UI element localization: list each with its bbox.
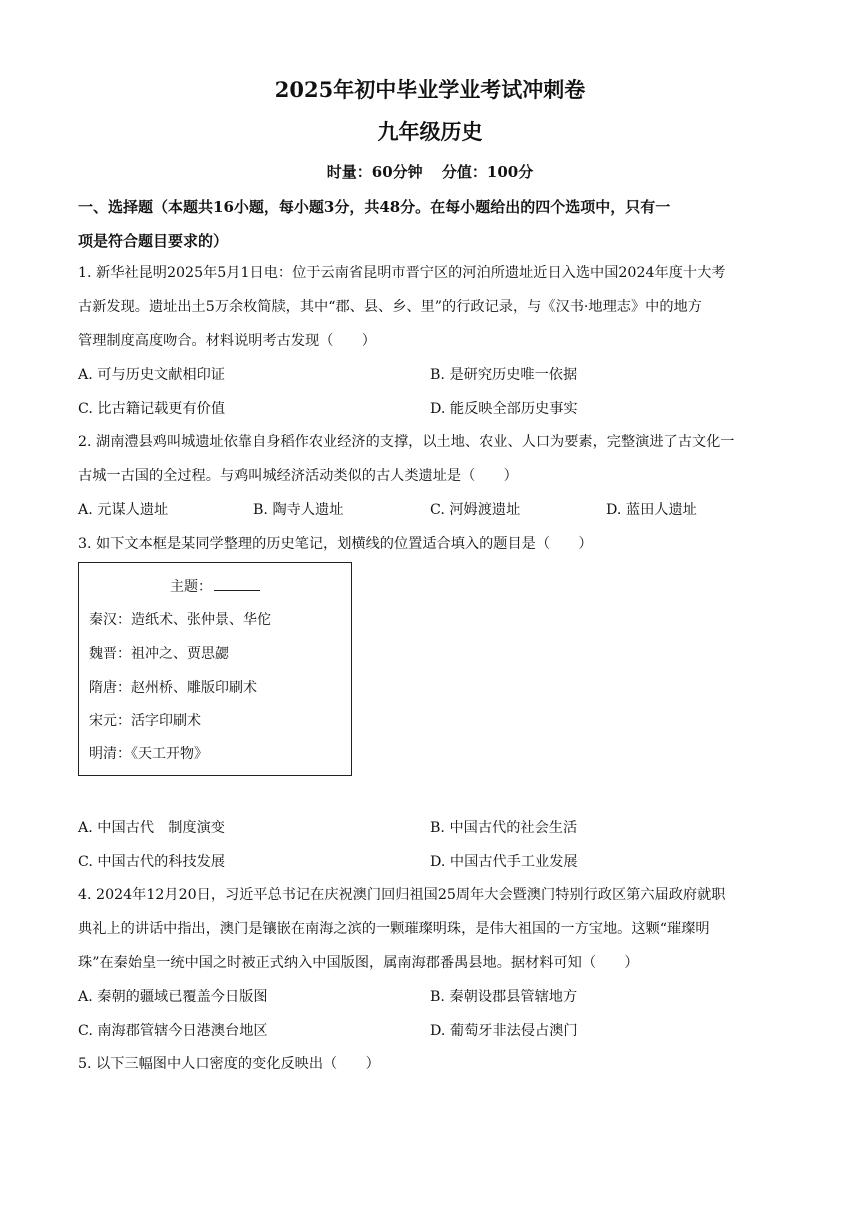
exam-title: 2025年初中毕业学业考试冲刺卷 (274, 77, 586, 102)
q4-option-d: D. 葡萄牙非法侵占澳门 (430, 1023, 578, 1039)
q3-option-a: A. 中国古代 制度演变 (78, 820, 225, 836)
q4-option-c: C. 南海郡管辖今日港澳台地区 (78, 1023, 268, 1039)
q4-option-a: A. 秦朝的疆域已覆盖今日版图 (78, 989, 268, 1005)
q3-option-c: C. 中国古代的科技发展 (78, 854, 226, 870)
notes-row-suitang: 隋唐：赵州桥、雕版印刷术 (89, 680, 257, 696)
q1-option-b: B. 是研究历史唯一依据 (430, 367, 578, 383)
q1-stem-line1: 1. 新华社昆明2025年5月1日电：位于云南省昆明市晋宁区的河泊所遗址近日入选中国2024年度十大考 (78, 265, 726, 281)
q2-option-d: D. 蓝田人遗址 (606, 502, 697, 518)
q1-stem-line2: 古新发现。遗址出土5万余枚简牍，其中“郡、县、乡、里”的行政记录，与《汉书·地理志》中的地方 (78, 299, 702, 315)
q3-stem-line1: 3. 如下文本框是某同学整理的历史笔记，划横线的位置适合填入的题目是（ ） (78, 536, 593, 552)
section-heading-line1: 一、选择题（本题共16小题，每小题3分，共48分。在每小题给出的四个选项中，只有一 (78, 198, 671, 216)
topic-blank-underline (214, 576, 260, 591)
q5-stem-line1: 5. 以下三幅图中人口密度的变化反映出（ ） (78, 1056, 380, 1072)
q2-option-a: A. 元谋人遗址 (78, 502, 169, 518)
q4-stem-line1: 4. 2024年12月20日，习近平总书记在庆祝澳门回归祖国25周年大会暨澳门特别行政区第六届政府就职 (78, 887, 726, 903)
notes-row-mingqing: 明清：《天工开物》 (89, 746, 208, 762)
q1-option-c: C. 比古籍记载更有价值 (78, 401, 226, 417)
notes-row-qinhan: 秦汉：造纸术、张仲景、华佗 (89, 612, 271, 628)
exam-meta (0, 161, 860, 183)
notes-topic-label: 主题： (170, 579, 212, 595)
q4-option-b: B. 秦朝设郡县管辖地方 (430, 989, 578, 1005)
q2-option-b: B. 陶寺人遗址 (253, 502, 344, 518)
notes-topic (79, 576, 351, 597)
q4-stem-line2: 典礼上的讲话中指出，澳门是镶嵌在南海之滨的一颗璀璨明珠，是伟大祖国的一方宝地。这颗“璀璨明 (78, 921, 710, 937)
q2-stem-line2: 古城一古国的全过程。与鸡叫城经济活动类似的古人类遗址是（ ） (78, 468, 518, 484)
section-heading-line2: 项是符合题目要求的） (78, 232, 229, 250)
q3-option-b: B. 中国古代的社会生活 (430, 820, 578, 836)
q4-stem-line3: 珠”在秦始皇一统中国之时被正式纳入中国版图，属南海郡番禺县地。据材料可知（ ） (78, 955, 639, 971)
notes-row-songyuan: 宋元：活字印刷术 (89, 713, 201, 729)
q1-option-a: A. 可与历史文献相印证 (78, 367, 225, 383)
history-notes-box (78, 562, 352, 776)
q2-option-c: C. 河姆渡遗址 (430, 502, 521, 518)
q1-option-d: D. 能反映全部历史事实 (430, 401, 578, 417)
exam-subtitle: 九年级历史 (377, 119, 483, 144)
exam-score: 分值：100分 (441, 163, 534, 181)
q1-stem-line3: 管理制度高度吻合。材料说明考古发现（ ） (78, 333, 376, 349)
q2-stem-line1: 2. 湖南澧县鸡叫城遗址依靠自身稻作农业经济的支撑，以土地、农业、人口为要素，完整演进了古文化一 (78, 434, 735, 450)
q3-option-d: D. 中国古代手工业发展 (430, 854, 578, 870)
notes-row-weijin: 魏晋：祖冲之、贾思勰 (89, 646, 229, 662)
exam-time: 时量：60分钟 (326, 163, 423, 181)
